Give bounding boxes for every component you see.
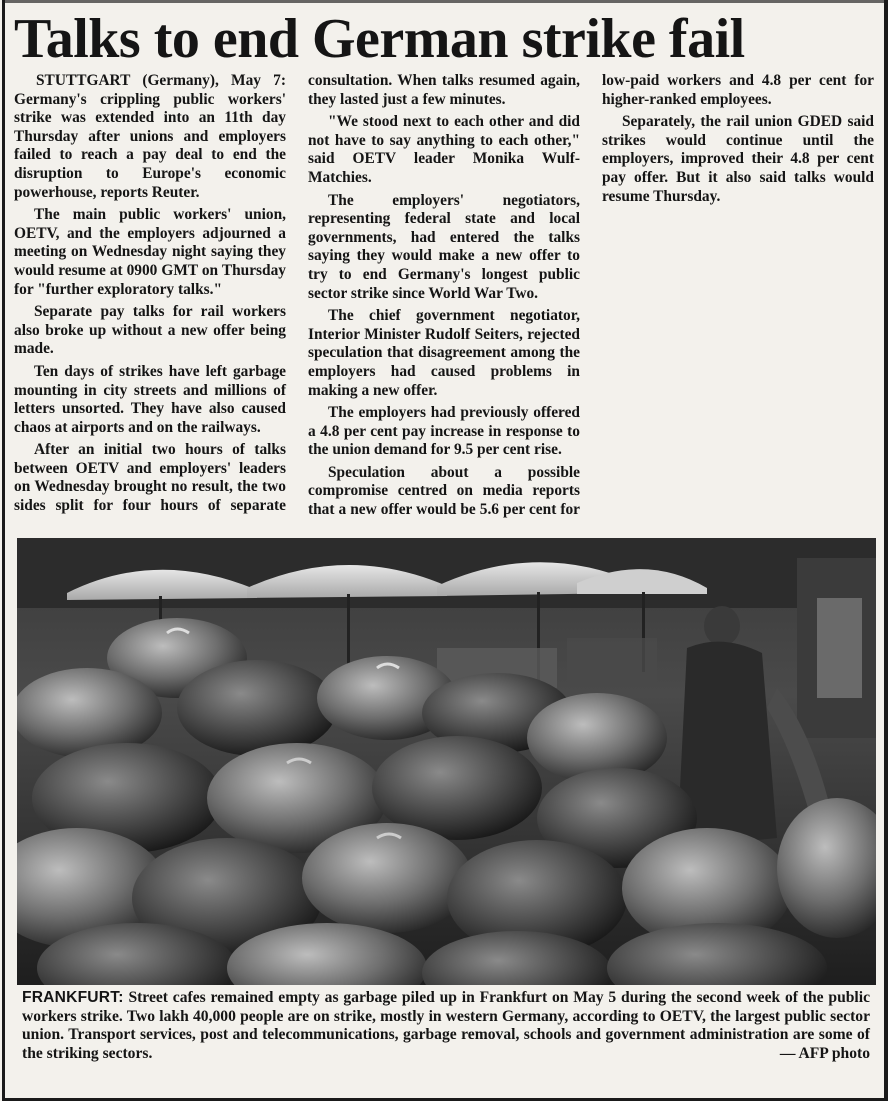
caption-location: FRANKFURT:	[22, 989, 124, 1006]
news-photo	[17, 538, 876, 985]
article-paragraph: Ten days of strikes have left garbage mounting in city streets and millions of letters unsorted. They have also caused chaos at airports and on the railways.	[14, 362, 286, 436]
article-paragraph: The employers had previously offered a 4.8 per cent pay increase in response to the union demand for 9.5 per cent rise.	[308, 404, 580, 459]
frame-top-rule	[2, 0, 888, 3]
frame-right-rule	[884, 0, 888, 1101]
garbage-street-cafe-photo	[17, 538, 876, 985]
frame-left-rule	[2, 0, 5, 1101]
article-paragraph: STUTTGART (Germany), May 7: Germany's crippling public workers' strike was extended into an 11th day Thursday after unions and employers failed to reach a pay deal to end the disruption to Europe's economic powerhouse, reports Reuter.	[14, 72, 286, 201]
article-paragraph: After an initial two hours of talks between OETV and employers' leaders on Wednesday brought no result, the two sides split for four hours of separate consultation. When talks resumed again, they lasted just a few minutes.	[14, 72, 580, 515]
article-paragraph: Speculation about a possible compromise centred on media reports that a new offer would be 5.6 per cent for low-paid workers and 4.8 per cent for higher-ranked employees.	[308, 72, 874, 519]
article-paragraph: The chief government negotiator, Interior Minister Rudolf Seiters, rejected speculation that disagreement among the employers had caused problems in making a new offer.	[308, 307, 580, 399]
photo-caption	[22, 989, 870, 1063]
article-paragraph: Separately, the rail union GDED said strikes would continue until the employers, improved their 4.8 per cent pay offer. But it also said talks would resume Thursday.	[602, 113, 874, 205]
article-paragraph: The employers' negotiators, representing federal state and local governments, had entered the talks saying they would make a new offer to try to end Germany's longest public sector strike since World War Two.	[308, 191, 580, 302]
article-paragraph: The main public workers' union, OETV, and the employers adjourned a meeting on Wednesday night saying they would resume at 0900 GMT on Thursday for "further exploratory talks."	[14, 206, 286, 298]
photo-credit: — AFP photo	[779, 1044, 870, 1062]
article-paragraph: Separate pay talks for rail workers also broke up without a new offer being made.	[14, 303, 286, 358]
article-paragraph: "We stood next to each other and did not have to say anything to each other," said OETV leader Monika Wulf-Matchies.	[308, 113, 580, 186]
caption-text: Street cafes remained empty as garbage piled up in Frankfurt on May 5 during the second week of the public workers strike. Two lakh 40,000 people are on strike, mostly in western Germany, according to OETV, the largest public sector union. Transport services, post and telecommunications, garbage removal, schools and government administration are some of the striking sectors.	[22, 989, 870, 1062]
headline: Talks to end German strike fail	[14, 8, 745, 70]
article-body	[14, 72, 874, 528]
